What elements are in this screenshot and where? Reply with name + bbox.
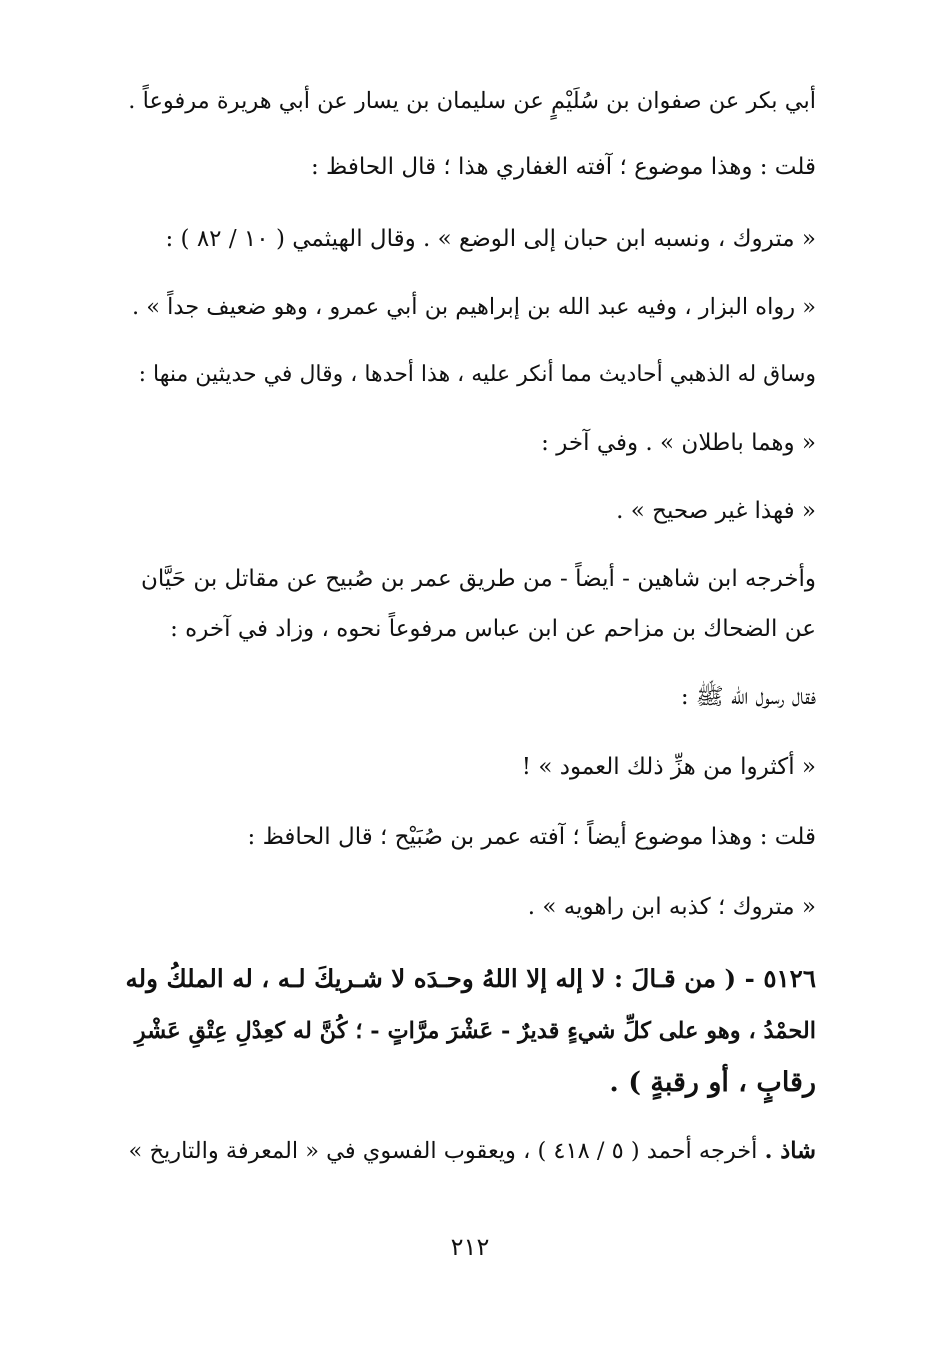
page-number: ٢١٢ <box>450 1233 490 1261</box>
hadith-heading-line-2: الحمْدُ ، وهو على كلِّ شيءٍ قديرٌ - عَشْرَ مرَّاتٍ - ؛ كُنَّ له كعِدْلِ عِتْقِ عَشْرِ <box>134 1018 816 1044</box>
text-line-13: « متروك ؛ كذبه ابن راهويه » . <box>527 894 816 920</box>
hadith-heading-line-3: رقابٍ ، أو رقبةٍ ) . <box>609 1067 816 1098</box>
grading-line <box>129 1134 816 1168</box>
text-line-2: قلت : وهذا موضوع ؛ آفته الغفاري هذا ؛ قال الحافظ : <box>310 154 816 180</box>
text-line-3: « متروك ، ونسبه ابن حبان إلى الوضع » . وقال الهيثمي ( ١٠ / ٨٢ ) : <box>165 226 816 252</box>
grading-label: شاذ . <box>764 1138 816 1164</box>
text-line-6: « وهما باطلان » . وفي آخر : <box>541 430 816 456</box>
text-line-12: قلت : وهذا موضوع أيضاً ؛ آفته عمر بن صُبَيْح ؛ قال الحافظ : <box>247 824 816 850</box>
text-line-8: وأخرجه ابن شاهين - أيضاً - من طريق عمر بن صُبيح عن مقاتل بن حَيَّان <box>140 566 816 592</box>
hadith-heading-line-1: ٥١٢٦ - ( من قـالَ : لا إله إلا اللهُ وحـدَه لا شـريكَ لـه ، له الملكُ وله <box>125 964 816 993</box>
text-line-10: فقال رسول الله ﷺ : <box>680 684 816 710</box>
text-line-4: « رواه البزار ، وفيه عبد الله بن إبراهيم بن أبي عمرو ، وهو ضعيف جداً » . <box>131 294 816 320</box>
grading-text: أخرجه أحمد ( ٥ / ٤١٨ ) ، ويعقوب الفسوي في « المعرفة والتاريخ » <box>128 1138 765 1164</box>
text-line-5: وساق له الذهبي أحاديث مما أنكر عليه ، هذا أحدها ، وقال في حديثين منها : <box>138 362 816 387</box>
text-line-9: عن الضحاك بن مزاحم عن ابن عباس مرفوعاً نحوه ، وزاد في آخره : <box>170 616 816 642</box>
text-line-7: « فهذا غير صحيح » . <box>616 498 816 524</box>
text-line-11: « أكثروا من هزِّ ذلك العمود » ! <box>521 754 816 780</box>
text-line-1: أبي بكر عن صفوان بن سُلَيْمٍ عن سليمان بن يسار عن أبي هريرة مرفوعاً . <box>128 88 816 114</box>
